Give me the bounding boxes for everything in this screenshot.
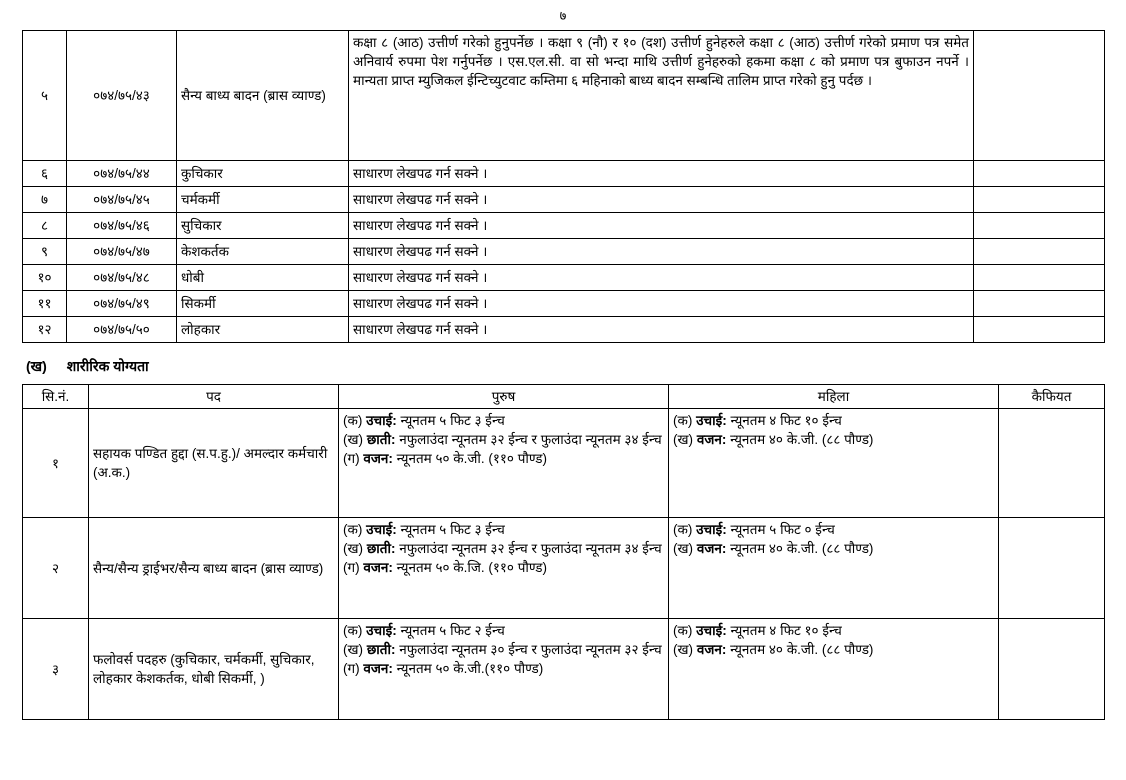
row-serial-number: २ (23, 518, 89, 619)
table-row (23, 265, 1105, 291)
spec-item (343, 539, 664, 558)
row-serial-number: १ (23, 409, 89, 518)
table-row (23, 239, 1105, 265)
spec-label: वजन: (363, 560, 393, 575)
spec-label: छाती: (366, 642, 396, 657)
spec-item (343, 411, 664, 430)
row-post-code: ०७४/७५/४९ (67, 291, 177, 317)
row-post-code: ०७४/७५/४७ (67, 239, 177, 265)
spec-tag: (क) (673, 623, 693, 638)
row-serial-number: ९ (23, 239, 67, 265)
row-post-name: सहायक पण्डित हुद्दा (स.प.हु.)/ अमल्दार कर्मचारी (अ.क.) (89, 409, 339, 518)
row-qualification: साधारण लेखपढ गर्न सक्ने । (349, 265, 974, 291)
row-post-name: धोबी (177, 265, 349, 291)
spec-item (343, 659, 664, 678)
spec-text: न्यूनतम ५ फिट २ ईन्च (400, 623, 505, 638)
row-male-spec (339, 518, 669, 619)
spec-tag: (क) (673, 413, 693, 428)
row-post-name: सुचिकार (177, 213, 349, 239)
spec-tag: (क) (343, 623, 363, 638)
table-row (23, 291, 1105, 317)
row-qualification: साधारण लेखपढ गर्न सक्ने । (349, 213, 974, 239)
spec-item (673, 411, 994, 430)
spec-text: न्यूनतम ४ फिट १० ईन्च (730, 623, 842, 638)
spec-tag: (ख) (343, 541, 364, 556)
section-heading (26, 357, 1104, 376)
spec-label: उचाई: (696, 413, 727, 428)
spec-tag: (क) (343, 413, 363, 428)
spec-tag: (ग) (343, 451, 360, 466)
row-post-name: फलोवर्स पदहरु (कुचिकार, चर्मकर्मी, सुचिकार, लोहकार केशकर्तक, धोबी सिकर्मी, ) (89, 619, 339, 720)
spec-label: छाती: (366, 432, 396, 447)
spec-item (673, 539, 994, 558)
table-row (23, 317, 1105, 343)
header-female: महिला (669, 385, 999, 409)
table-header-row (23, 385, 1105, 409)
spec-text: न्यूनतम ४० के.जी. (८८ पौण्ड) (730, 541, 874, 556)
spec-label: उचाई: (366, 522, 397, 537)
row-post-code: ०७४/७५/५० (67, 317, 177, 343)
spec-text: न्यूनतम ५० के.जी. (११० पौण्ड) (396, 451, 547, 466)
spec-item (343, 430, 664, 449)
row-remark (999, 518, 1105, 619)
section-letter: (ख) (26, 358, 47, 374)
row-post-name: लोहकार (177, 317, 349, 343)
spec-label: वजन: (696, 432, 727, 447)
row-post-name: केशकर्तक (177, 239, 349, 265)
spec-text: न्यूनतम ५० के.जि. (११० पौण्ड) (396, 560, 547, 575)
row-post-code: ०७४/७५/४८ (67, 265, 177, 291)
table-row (23, 187, 1105, 213)
row-qualification: साधारण लेखपढ गर्न सक्ने । (349, 317, 974, 343)
spec-label: उचाई: (366, 413, 397, 428)
spec-item (673, 520, 994, 539)
row-remark (974, 187, 1105, 213)
educational-qualification-table (22, 30, 1105, 343)
row-post-code: ०७४/७५/४५ (67, 187, 177, 213)
row-remark (974, 213, 1105, 239)
spec-text: नफुलाउंदा न्यूनतम ३२ ईन्च र फुलाउंदा न्यूनतम ३४ ईन्च (399, 541, 662, 556)
spec-label: वजन: (363, 451, 393, 466)
table-row (23, 213, 1105, 239)
spec-tag: (ग) (343, 661, 360, 676)
table-row (23, 161, 1105, 187)
spec-item (343, 449, 664, 468)
spec-label: वजन: (363, 661, 393, 676)
row-serial-number: ७ (23, 187, 67, 213)
spec-text: नफुलाउंदा न्यूनतम ३० ईन्च र फुलाउंदा न्यूनतम ३२ ईन्च (399, 642, 662, 657)
spec-item (343, 558, 664, 577)
row-remark (999, 619, 1105, 720)
spec-label: उचाई: (696, 522, 727, 537)
row-post-name: कुचिकार (177, 161, 349, 187)
spec-text: न्यूनतम ५ फिट ३ ईन्च (400, 413, 505, 428)
spec-item (343, 621, 664, 640)
row-female-spec (669, 409, 999, 518)
row-qualification: साधारण लेखपढ गर्न सक्ने । (349, 239, 974, 265)
row-post-name: चर्मकर्मी (177, 187, 349, 213)
spec-text: न्यूनतम ४ फिट १० ईन्च (730, 413, 842, 428)
row-serial-number: ५ (23, 31, 67, 161)
row-remark (974, 291, 1105, 317)
row-remark (974, 239, 1105, 265)
spec-text: न्यूनतम ५ फिट ० ईन्च (730, 522, 835, 537)
row-serial-number: १२ (23, 317, 67, 343)
table-row (23, 518, 1105, 619)
spec-item (673, 430, 994, 449)
table-row (23, 619, 1105, 720)
spec-text: न्यूनतम ४० के.जी. (८८ पौण्ड) (730, 642, 874, 657)
spec-tag: (ख) (343, 642, 364, 657)
row-post-name: सैन्य/सैन्य ड्राईभर/सैन्य बाध्य बादन (ब्रास व्याण्ड) (89, 518, 339, 619)
spec-tag: (क) (673, 522, 693, 537)
row-remark (974, 265, 1105, 291)
row-remark (974, 161, 1105, 187)
page-number: ७ (559, 8, 567, 23)
row-qualification (349, 31, 974, 161)
spec-text: न्यूनतम ५ फिट ३ ईन्च (400, 522, 505, 537)
spec-text: न्यूनतम ५० के.जी.(११० पौण्ड) (396, 661, 544, 676)
spec-tag: (ख) (673, 432, 694, 447)
spec-item (343, 520, 664, 539)
spec-tag: (ख) (673, 642, 694, 657)
row-serial-number: ३ (23, 619, 89, 720)
qualification-text: कक्षा ८ (आठ) उत्तीर्ण गरेको हुनुपर्नेछ । कक्षा ९ (नौ) र १० (दश) उत्तीर्ण हुनेहरुले कक्षा ८ (आठ) उत्तीर्ण गरेको प्रमाण पत्र समेत अनिवार्य रुपमा पेश गर्नुपर्नेछ । एस.एल.सी. वा सो भन्दा माथि उत्तीर्ण हुनेहरुको हकमा कक्षा ८ को प्रमाण पत्र बुफाउन नपर्ने । मान्यता प्राप्त म्युजिकल ईन्टिच्युटवाट कम्तिमा ६ महिनाको बाध्य बादन सम्बन्धि तालिम प्राप्त गरेको हुनु पर्दछ । (353, 35, 969, 88)
row-female-spec (669, 619, 999, 720)
row-post-code: ०७४/७५/४६ (67, 213, 177, 239)
row-serial-number: ११ (23, 291, 67, 317)
row-qualification: साधारण लेखपढ गर्न सक्ने । (349, 161, 974, 187)
spec-label: उचाई: (696, 623, 727, 638)
row-serial-number: १० (23, 265, 67, 291)
row-male-spec (339, 409, 669, 518)
header-male: पुरुष (339, 385, 669, 409)
spec-text: न्यूनतम ४० के.जी. (८८ पौण्ड) (730, 432, 874, 447)
spec-label: उचाई: (366, 623, 397, 638)
row-remark (999, 409, 1105, 518)
spec-item (673, 640, 994, 659)
row-post-code: ०७४/७५/४४ (67, 161, 177, 187)
spec-item (673, 621, 994, 640)
row-serial-number: ८ (23, 213, 67, 239)
header-post: पद (89, 385, 339, 409)
row-post-name: सिकर्मी (177, 291, 349, 317)
physical-qualification-table (22, 384, 1105, 720)
spec-tag: (ख) (343, 432, 364, 447)
row-remark (974, 31, 1105, 161)
section-title: शारीरिक योग्यता (66, 358, 149, 374)
row-male-spec (339, 619, 669, 720)
spec-label: वजन: (696, 642, 727, 657)
spec-label: वजन: (696, 541, 727, 556)
row-post-code: ०७४/७५/४३ (67, 31, 177, 161)
spec-item (343, 640, 664, 659)
spec-tag: (ख) (673, 541, 694, 556)
table-row (23, 31, 1105, 161)
spec-tag: (ग) (343, 560, 360, 575)
spec-label: छाती: (366, 541, 396, 556)
spec-text: नफुलाउंदा न्यूनतम ३२ ईन्च र फुलाउंदा न्यूनतम ३४ ईन्च (399, 432, 662, 447)
row-serial-number: ६ (23, 161, 67, 187)
row-female-spec (669, 518, 999, 619)
header-remark: कैफियत (999, 385, 1105, 409)
row-qualification: साधारण लेखपढ गर्न सक्ने । (349, 187, 974, 213)
table-row (23, 409, 1105, 518)
row-remark (974, 317, 1105, 343)
row-post-name: सैन्य बाध्य बादन (ब्रास व्याण्ड) (177, 31, 349, 161)
header-serial-number: सि.नं. (23, 385, 89, 409)
row-qualification: साधारण लेखपढ गर्न सक्ने । (349, 291, 974, 317)
spec-tag: (क) (343, 522, 363, 537)
